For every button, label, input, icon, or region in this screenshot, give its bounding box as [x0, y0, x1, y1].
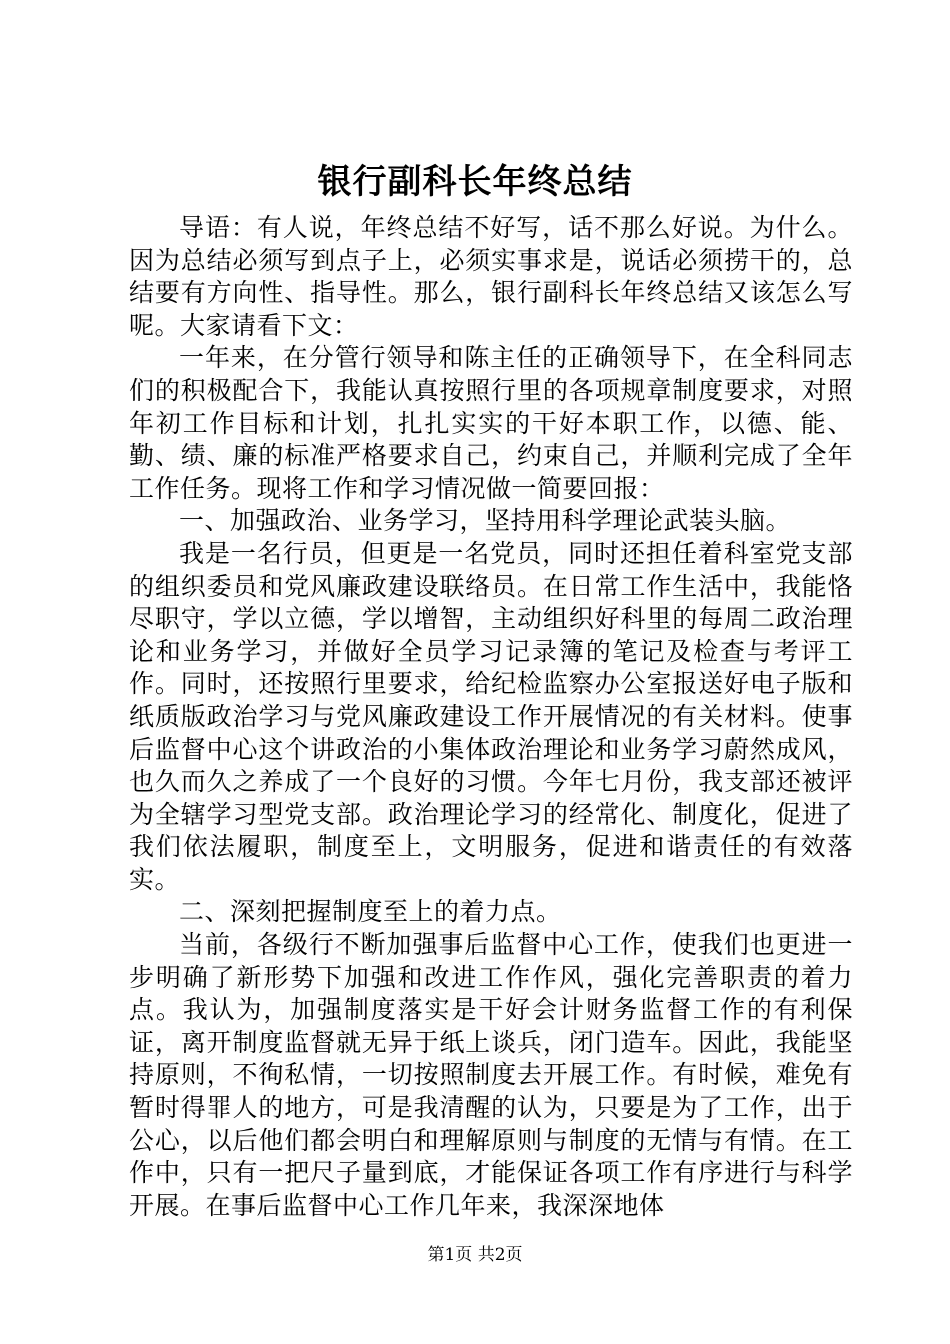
section-heading-2: 二、深刻把握制度至上的着力点。	[179, 897, 562, 927]
document-body	[129, 212, 853, 1222]
page-footer: 第1页 共2页	[427, 1245, 523, 1265]
paragraph-study: 我是一名行员，但更是一名党员，同时还担任着科室党支部的组织委员和党风廉政建设联络员。在日常工作生活中，我能恪尽职守，学以立德，学以增智，主动组织好科里的每周二政治理论和业务学习，并做好全员学习记录簿的笔记及检查与考评工作。同时，还按照行里要求，给纪检监察办公室报送好电子版和纸质版政治学习与党风廉政建设工作开展情况的有关材料。使事后监督中心这个讲政治的小集体政治理论和业务学习蔚然成风，也久而久之养成了一个良好的习惯。今年七月份，我支部还被评为全辖学习型党支部。政治理论学习的经常化、制度化，促进了我们依法履职，制度至上，文明服务，促进和谐责任的有效落实。	[129, 538, 853, 894]
document-title: 银行副科长年终总结	[317, 162, 633, 202]
paragraph-intro: 导语：有人说，年终总结不好写，话不那么好说。为什么。因为总结必须写到点子上，必须实事求是，说话必须捞干的，总结要有方向性、指导性。那么，银行副科长年终总结又该怎么写呢。大家请看下文：	[129, 213, 853, 340]
section-heading-1: 一、加强政治、业务学习，坚持用科学理论武装头脑。	[179, 506, 792, 536]
paragraph-overview: 一年来，在分管行领导和陈主任的正确领导下，在全科同志们的积极配合下，我能认真按照行里的各项规章制度要求，对照年初工作目标和计划，扎扎实实的干好本职工作，以德、能、勤、绩、廉的标准严格要求自己，约束自己，并顺利完成了全年工作任务。现将工作和学习情况做一简要回报：	[129, 343, 853, 503]
paragraph-system: 当前，各级行不断加强事后监督中心工作，使我们也更进一步明确了新形势下加强和改进工作作风，强化完善职责的着力点。我认为，加强制度落实是干好会计财务监督工作的有利保证，离开制度监督就无异于纸上谈兵，闭门造车。因此，我能坚持原则，不徇私情，一切按照制度去开展工作。有时候，难免有暂时得罪人的地方，可是我清醒的认为，只要是为了工作，出于公心，以后他们都会明白和理解原则与制度的无情与有情。在工作中，只有一把尺子量到底，才能保证各项工作有序进行与科学开展。在事后监督中心工作几年来，我深深地体	[129, 930, 853, 1220]
